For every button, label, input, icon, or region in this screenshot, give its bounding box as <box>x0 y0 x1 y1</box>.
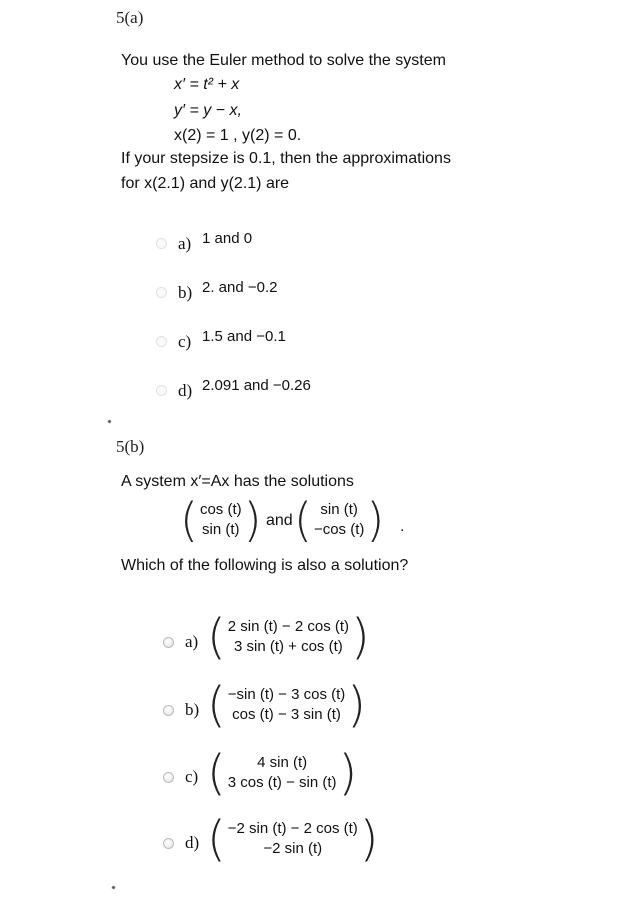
question-5b-question: Which of the following is also a solution? <box>121 557 409 574</box>
right-paren: ) <box>351 609 370 665</box>
left-paren: ( <box>207 609 226 665</box>
radio-5a-a[interactable] <box>156 238 167 249</box>
option-5a-d-text: 2.091 and −0.26 <box>202 377 311 394</box>
option-5a-a-label: a) <box>178 234 192 253</box>
radio-5b-a[interactable] <box>163 637 174 648</box>
option-5a-a-text: 1 and 0 <box>202 230 253 247</box>
option-5a-c-text: 1.5 and −0.1 <box>202 328 286 345</box>
option-5b-c-bottom: 3 cos (t) − sin (t) <box>227 774 337 791</box>
solution-vector-2 <box>294 493 385 547</box>
option-5b-d-top: −2 sin (t) − 2 cos (t) <box>227 820 358 837</box>
stray-mark <box>107 419 111 423</box>
option-5b-b-label: b) <box>185 700 200 719</box>
option-5b-d-label: d) <box>185 833 200 852</box>
option-5b-b-bottom: cos (t) − 3 sin (t) <box>232 706 341 723</box>
option-5b-a-vector <box>207 609 370 665</box>
right-paren: ) <box>243 493 262 547</box>
option-5b-b-top: −sin (t) − 3 cos (t) <box>227 686 346 703</box>
option-5a-b-text: 2. and −0.2 <box>202 279 278 296</box>
question-5a-heading: 5(a) <box>116 8 144 27</box>
solution-1-bottom: sin (t) <box>202 521 240 538</box>
radio-5b-b[interactable] <box>163 705 174 716</box>
radio-5b-c[interactable] <box>163 772 174 783</box>
question-5a-line2: If your stepsize is 0.1, then the approximations <box>121 150 451 167</box>
solution-2-bottom: −cos (t) <box>313 521 365 538</box>
equation-y-prime: y′ = y − x, <box>174 102 242 119</box>
period: . <box>400 518 405 535</box>
radio-5a-d[interactable] <box>156 385 167 396</box>
right-paren: ) <box>366 493 385 547</box>
stray-mark <box>111 885 115 889</box>
equation-x-prime: x′ = t² + x <box>174 76 240 93</box>
right-paren: ) <box>359 811 379 867</box>
question-5a-line3: for x(2.1) and y(2.1) are <box>121 175 290 192</box>
option-5b-c-label: c) <box>185 767 199 786</box>
option-5b-c-vector <box>207 745 358 801</box>
option-5a-d-label: d) <box>178 381 193 400</box>
left-paren: ( <box>207 811 226 867</box>
left-paren: ( <box>207 745 226 801</box>
question-5a-prompt: You use the Euler method to solve the system <box>121 52 446 69</box>
option-5b-a-top: 2 sin (t) − 2 cos (t) <box>227 618 350 635</box>
option-5b-d-bottom: −2 sin (t) <box>263 840 323 857</box>
option-5b-a-bottom: 3 sin (t) + cos (t) <box>233 638 343 655</box>
radio-5a-b[interactable] <box>156 287 167 298</box>
option-5b-d-vector <box>207 811 379 867</box>
option-5b-a-label: a) <box>185 632 199 651</box>
left-paren: ( <box>207 677 226 733</box>
left-paren: ( <box>294 493 312 547</box>
radio-5a-c[interactable] <box>156 336 167 347</box>
radio-5b-d[interactable] <box>163 838 174 849</box>
solution-2-top: sin (t) <box>320 501 358 518</box>
solution-vector-1 <box>180 493 262 547</box>
left-paren: ( <box>180 493 198 547</box>
right-paren: ) <box>338 745 358 801</box>
right-paren: ) <box>347 677 367 733</box>
option-5b-c-top: 4 sin (t) <box>257 754 308 771</box>
option-5a-b-label: b) <box>178 283 193 302</box>
question-5b-prompt: A system x′=Ax has the solutions <box>121 473 354 490</box>
initial-conditions: x(2) = 1 , y(2) = 0. <box>174 127 302 144</box>
solution-1-top: cos (t) <box>199 501 242 518</box>
option-5b-b-vector <box>207 677 367 733</box>
and-text: and <box>266 512 293 529</box>
option-5a-c-label: c) <box>178 332 192 351</box>
question-5b-heading: 5(b) <box>116 437 145 456</box>
